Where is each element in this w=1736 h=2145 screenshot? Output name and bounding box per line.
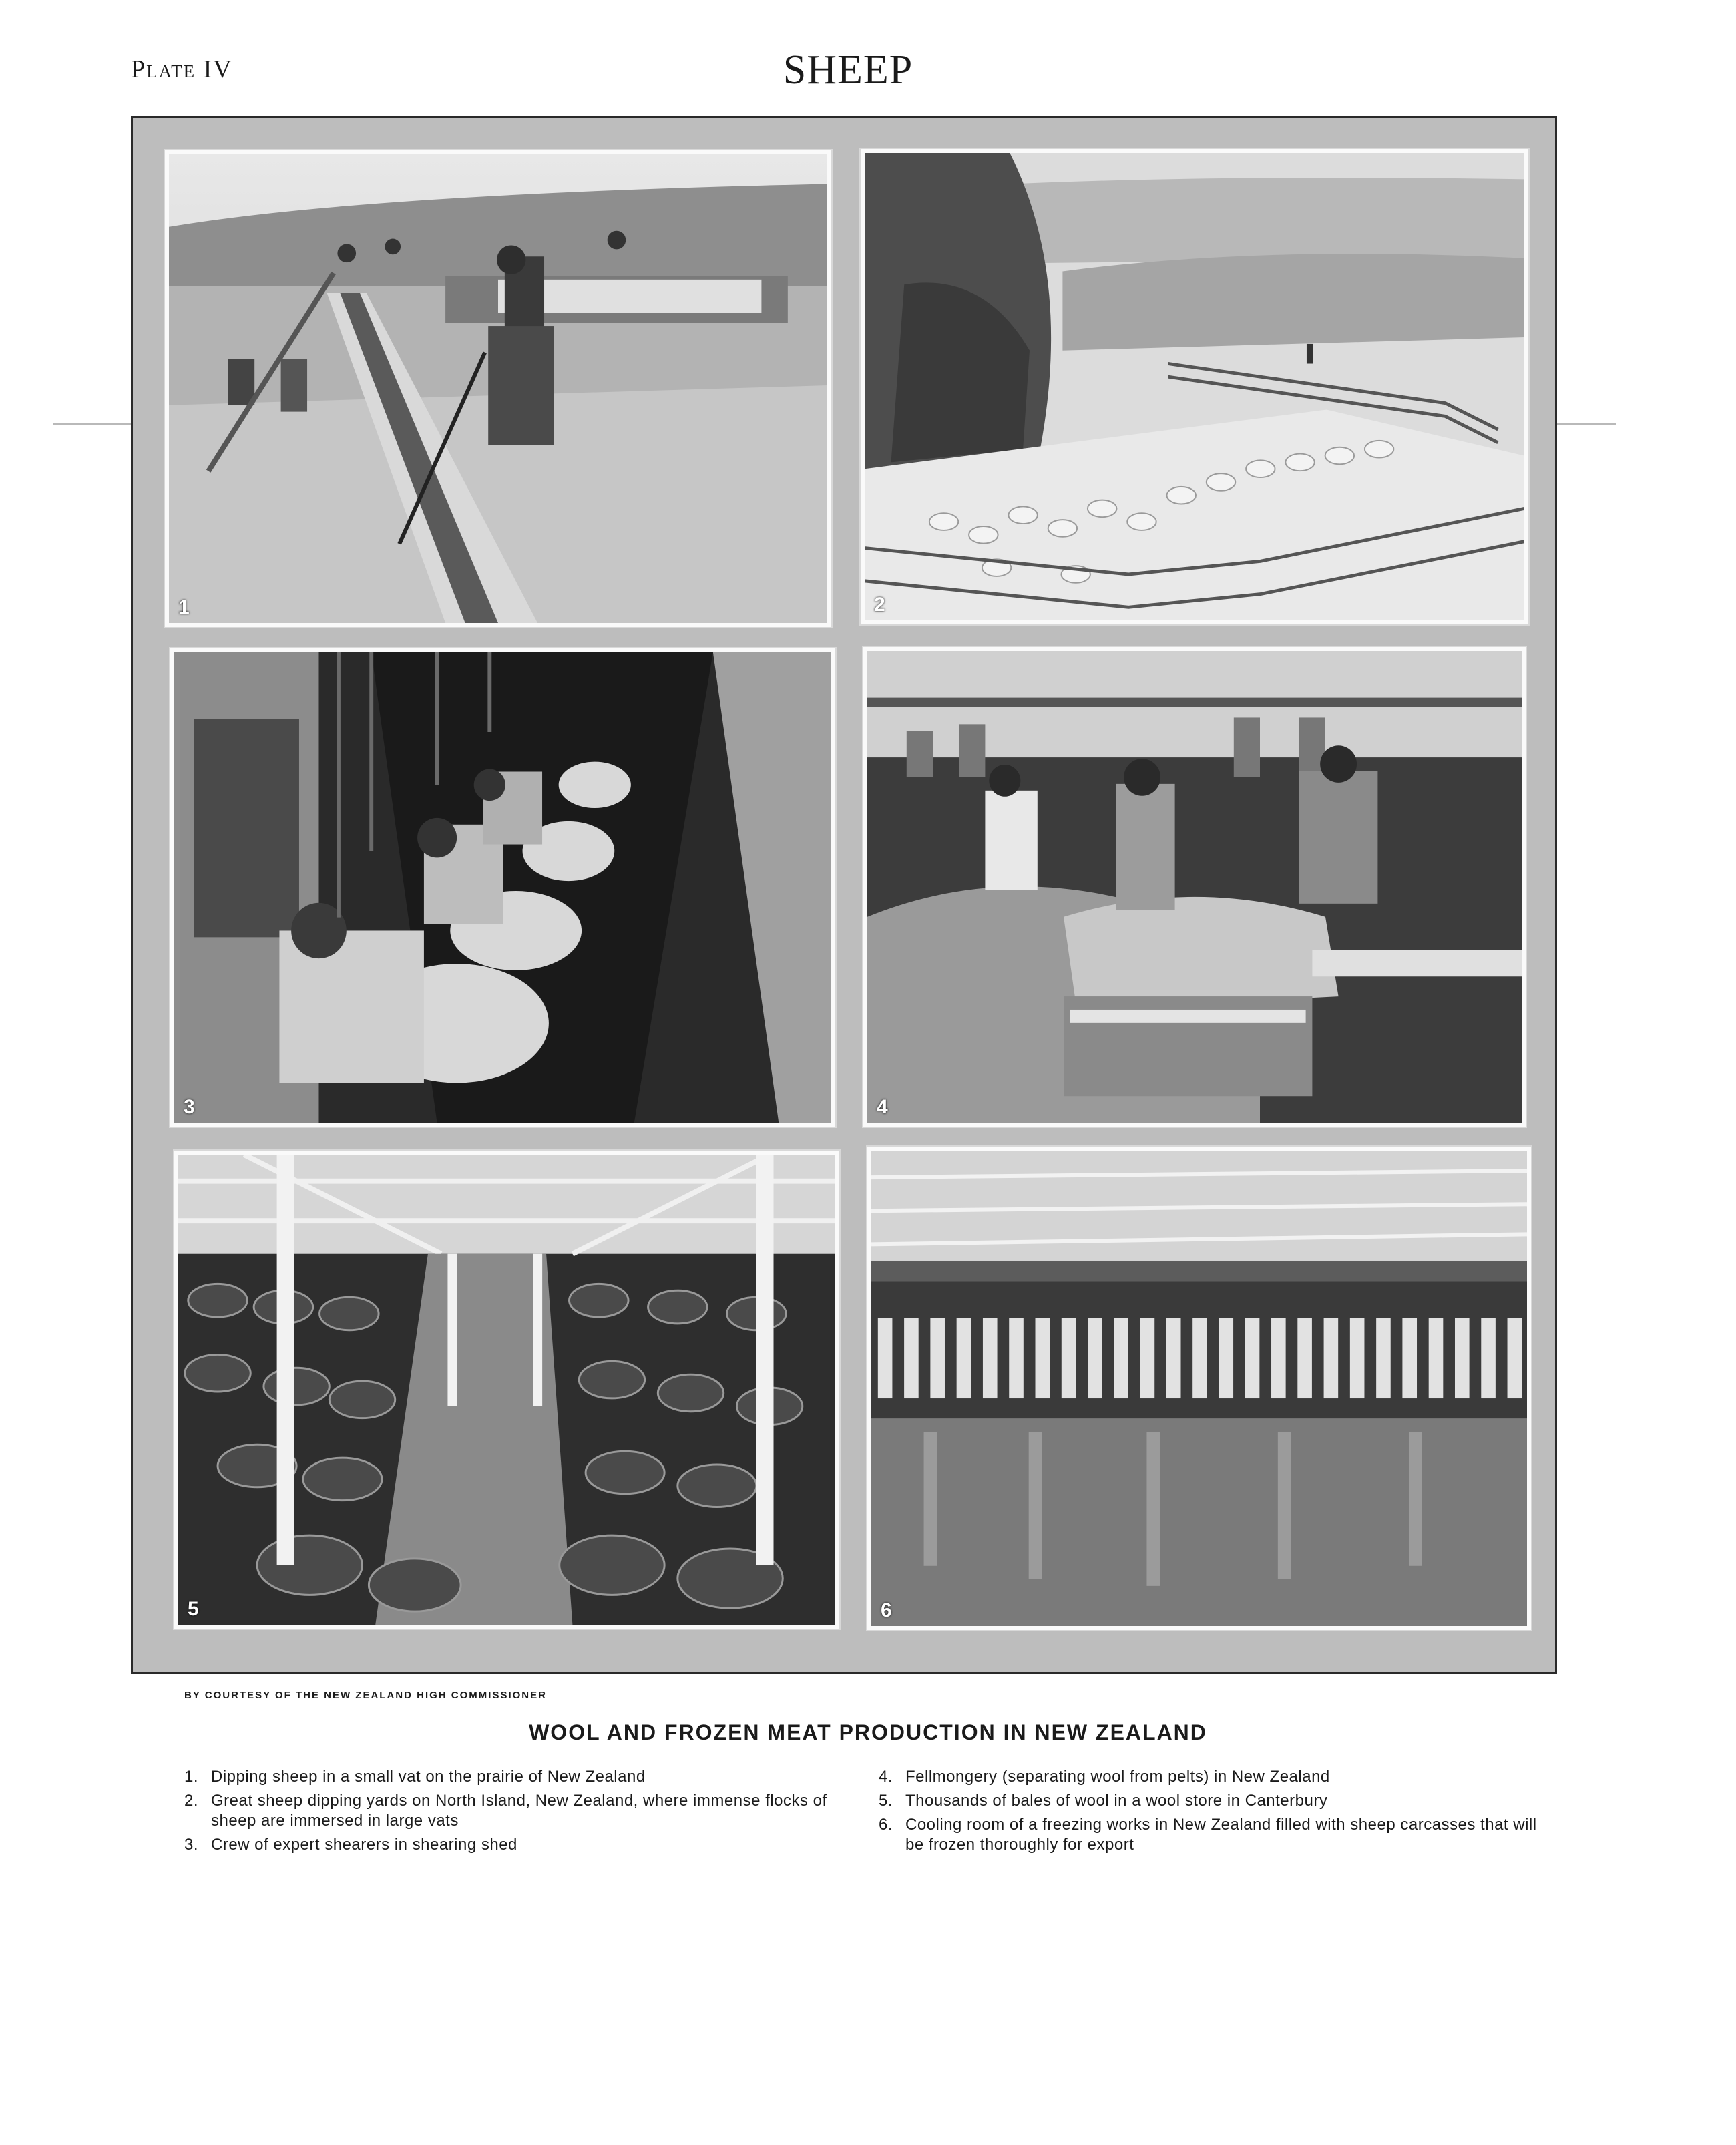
caption-text: Fellmongery (separating wool from pelts) in New Zealand bbox=[905, 1768, 1330, 1786]
caption-text: Crew of expert shearers in shearing shed bbox=[211, 1836, 517, 1854]
caption-text: Great sheep dipping yards on North Island, New Zealand, where immense flocks of sheep are immersed in large vats bbox=[211, 1792, 827, 1830]
photo-fellmongery bbox=[862, 646, 1527, 1128]
photo-number: 5 bbox=[188, 1598, 199, 1620]
photo-number: 1 bbox=[178, 596, 190, 618]
photo-dipping-vat bbox=[164, 149, 833, 628]
caption-item bbox=[184, 1791, 845, 1831]
caption-list-right bbox=[879, 1767, 1540, 1859]
photo-dipping-yards bbox=[859, 148, 1530, 626]
caption-number: 6. bbox=[879, 1816, 893, 1834]
caption-number: 3. bbox=[184, 1836, 199, 1854]
photo-number: 2 bbox=[874, 594, 885, 616]
photo-shearing-shed bbox=[169, 647, 837, 1128]
caption-number: 2. bbox=[184, 1792, 199, 1810]
caption-number: 5. bbox=[879, 1792, 893, 1810]
photo-cooling-room bbox=[866, 1145, 1532, 1631]
caption-item bbox=[879, 1815, 1540, 1855]
caption-text: Dipping sheep in a small vat on the prairie of New Zealand bbox=[211, 1768, 646, 1786]
photo-plate-frame bbox=[131, 116, 1557, 1674]
caption-item bbox=[879, 1767, 1540, 1787]
caption-item bbox=[879, 1791, 1540, 1811]
photo-number: 3 bbox=[184, 1096, 195, 1118]
caption-heading: WOOL AND FROZEN MEAT PRODUCTION IN NEW ZEALAND bbox=[529, 1720, 1207, 1744]
caption-item bbox=[184, 1767, 845, 1787]
caption-number: 1. bbox=[184, 1768, 199, 1786]
photo-number: 6 bbox=[881, 1599, 892, 1621]
caption-item bbox=[184, 1835, 845, 1855]
caption-text: Cooling room of a freezing works in New Zealand filled with sheep carcasses that will be frozen thoroughly for export bbox=[905, 1816, 1537, 1854]
caption-number: 4. bbox=[879, 1768, 893, 1786]
caption-text: Thousands of bales of wool in a wool store in Canterbury bbox=[905, 1792, 1328, 1810]
caption-list-left bbox=[184, 1767, 845, 1859]
photo-credit: BY COURTESY OF THE NEW ZEALAND HIGH COMMISSIONER bbox=[184, 1690, 547, 1701]
photo-wool-store bbox=[173, 1149, 841, 1630]
photo-number: 4 bbox=[877, 1096, 888, 1118]
plate-number: Plate IV bbox=[131, 55, 233, 83]
page-title: SHEEP bbox=[783, 47, 913, 93]
